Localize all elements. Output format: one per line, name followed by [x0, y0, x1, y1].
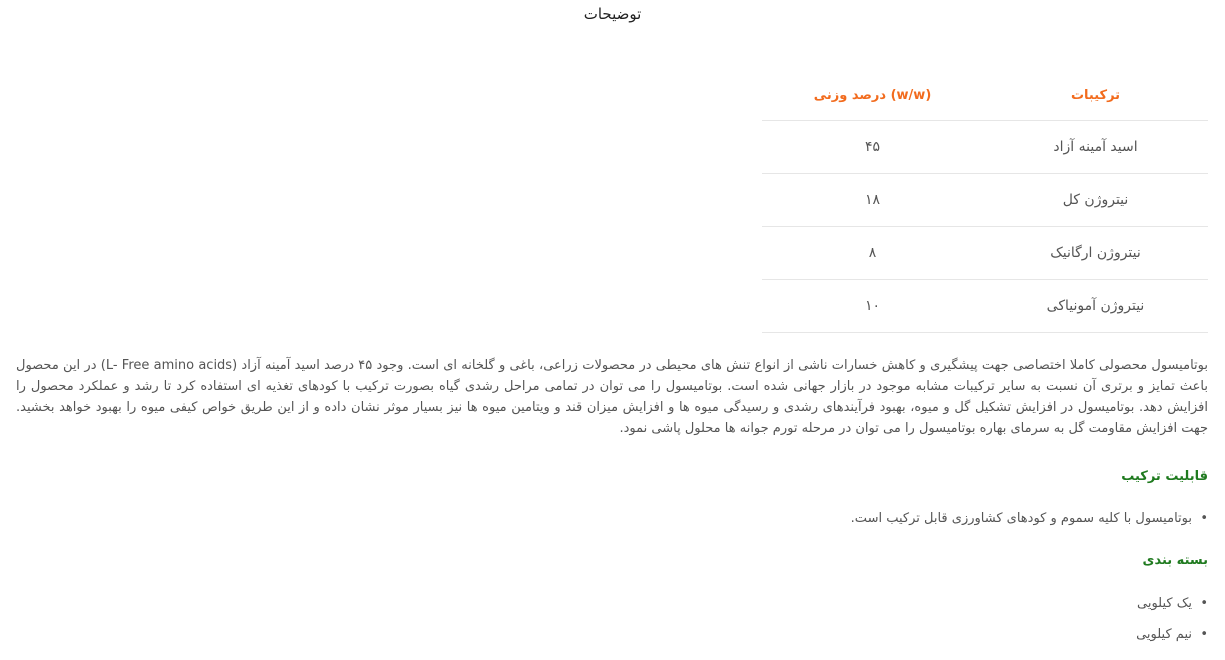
list-item: • بوتامیسول با کلیه سموم و کودهای کشاورزی قابل ترکیب است.	[851, 509, 1208, 529]
row-value: ۴۵	[762, 121, 983, 174]
compatibility-list	[851, 509, 1208, 540]
header-weight-percent: درصد وزنی (w/w)	[762, 70, 983, 121]
packaging-list	[1136, 594, 1208, 656]
list-item: • نیم کیلویی	[1136, 625, 1208, 645]
row-name: نیتروژن آمونیاکی	[983, 280, 1208, 333]
list-item: • یک کیلویی	[1136, 594, 1208, 614]
table-header-row	[762, 70, 1208, 121]
table-row	[762, 121, 1208, 174]
row-name: نیتروژن کل	[983, 174, 1208, 227]
header-composition: ترکیبات	[983, 70, 1208, 121]
row-value: ۸	[762, 227, 983, 280]
tab-description-title[interactable]: توضیحات	[583, 5, 642, 23]
compatibility-heading: قابلیت ترکیب	[1121, 469, 1208, 484]
composition-table	[762, 70, 1208, 333]
row-value: ۱۰	[762, 280, 983, 333]
product-description: بوتامیسول محصولی کاملا اختصاصی جهت پیشگیری و کاهش خسارات ناشی از انواع تنش های محیطی در محصولات زراعی، باغی و گلخانه ای است. وجود ۴۵ درصد اسید آمینه آزاد (L- Free amino acids) در این محصول باعث تمایز و برتری آن نسبت به سایر ترکیبات مشابه موجود در بازار جهانی شده است. بوتامیسول را می توان در تمامی مراحل رشدی گیاه بصورت ترکیب با کودهای تغذیه ای استفاده کرد تا رشد و عملکرد محصول را افزایش دهد. بوتامیسول در افزایش تشکیل گل و میوه، بهبود فرآیندهای رشدی و رسیدگی میوه ها و افزایش میزان قند و ویتامین میوه ها نیز بسیار موثر نشان داده و از این طریق خواص کیفی میوه را بهبود خواهد بخشید. جهت افزایش مقاومت گل به سرمای بهاره بوتامیسول را می توان در مرحله تورم جوانه ها محلول پاشی نمود.	[16, 358, 1208, 436]
row-name: نیتروژن ارگانیک	[983, 227, 1208, 280]
table-row	[762, 227, 1208, 280]
row-value: ۱۸	[762, 174, 983, 227]
packaging-heading: بسته بندی	[1142, 553, 1208, 568]
table-row	[762, 280, 1208, 333]
table-row	[762, 174, 1208, 227]
row-name: اسید آمینه آزاد	[983, 121, 1208, 174]
